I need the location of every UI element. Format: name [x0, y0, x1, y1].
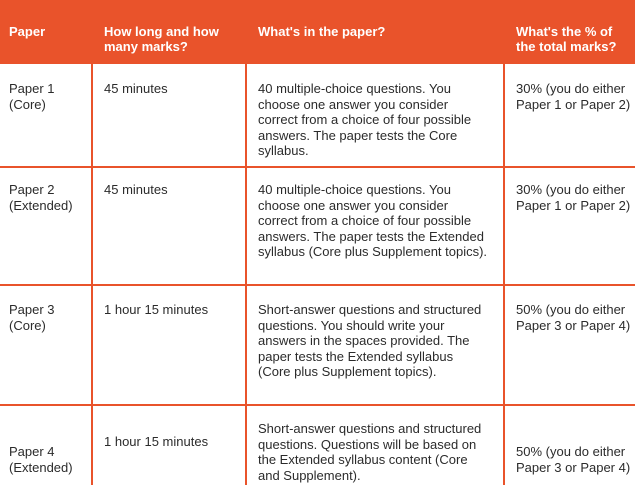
content-line: the Extended syllabus content (Core [258, 452, 468, 467]
content-line: correct from a choice of four possible [258, 112, 472, 127]
paper-percent [516, 444, 634, 475]
content-line: answers. The paper tests the Extended [258, 228, 484, 244]
percent-line: Paper 1 or Paper 2) [516, 96, 631, 112]
paper-name-line: Paper 3 [9, 302, 55, 317]
content-line: (Core plus Supplement topics). [258, 364, 437, 379]
paper-name [9, 81, 89, 112]
percent-line: 30% (you do either [516, 182, 626, 197]
content-line: paper tests the Extended syllabus [258, 348, 454, 364]
paper-name-line: Paper 1 [9, 81, 55, 96]
content-line: questions. You should write your [258, 317, 445, 333]
paper-name [9, 182, 89, 213]
content-line: 40 multiple-choice questions. You [258, 81, 451, 96]
content-line: Short-answer questions and structured [258, 421, 482, 436]
paper-percent [516, 182, 634, 213]
table-row [0, 406, 635, 485]
paper-name [9, 444, 89, 475]
content-line: syllabus. [258, 143, 309, 158]
paper-name-line: (Core) [9, 317, 46, 333]
paper-name-line: (Extended) [9, 197, 73, 213]
header-percent-line: What's the % of [516, 24, 613, 39]
header-duration [104, 0, 244, 64]
content-line: correct from a choice of four possible [258, 213, 472, 228]
paper-content [258, 421, 503, 483]
paper-name-line: (Core) [9, 96, 46, 112]
paper-content [258, 302, 503, 380]
paper-duration: 45 minutes [104, 81, 168, 96]
header-duration-line: How long and how [104, 24, 219, 39]
paper-content [258, 81, 503, 159]
content-line: and Supplement). [258, 467, 361, 483]
percent-line: Paper 3 or Paper 4) [516, 459, 631, 475]
paper-name [9, 302, 89, 333]
content-line: choose one answer you consider [258, 96, 449, 112]
content-line: questions. Questions will be based on [258, 436, 477, 452]
column-divider [503, 64, 505, 485]
header-paper-line: Paper [9, 24, 46, 39]
header-content-line: What's in the paper? [258, 24, 386, 39]
header-duration-line: many marks? [104, 39, 188, 54]
content-line: answers. The paper tests the Core [258, 127, 458, 143]
content-line: answers in the spaces provided. The [258, 333, 470, 348]
paper-duration: 1 hour 15 minutes [104, 302, 209, 317]
paper-duration: 45 minutes [104, 182, 168, 197]
paper-name-line: Paper 2 [9, 182, 55, 197]
content-line: syllabus (Core plus Supplement topics). [258, 244, 488, 259]
content-line: choose one answer you consider [258, 197, 449, 213]
percent-line: 50% (you do either [516, 444, 626, 459]
paper-content [258, 182, 503, 260]
header-percent-line: the total marks? [516, 39, 617, 54]
percent-line: 50% (you do either [516, 302, 626, 317]
paper-name-line: (Extended) [9, 459, 73, 475]
column-divider [91, 64, 93, 485]
content-line: Short-answer questions and structured [258, 302, 482, 317]
percent-line: Paper 3 or Paper 4) [516, 317, 631, 333]
table-header [0, 0, 635, 64]
table-row [0, 168, 635, 286]
header-percent [516, 0, 634, 64]
paper-duration: 1 hour 15 minutes [104, 434, 209, 449]
header-paper [9, 0, 89, 64]
content-line: 40 multiple-choice questions. You [258, 182, 451, 197]
header-content [258, 0, 498, 64]
percent-line: 30% (you do either [516, 81, 626, 96]
percent-line: Paper 1 or Paper 2) [516, 197, 631, 213]
table-row [0, 64, 635, 168]
table-row [0, 286, 635, 406]
column-divider [245, 64, 247, 485]
paper-name-line: Paper 4 [9, 444, 55, 459]
paper-percent [516, 81, 634, 112]
paper-percent [516, 302, 634, 333]
